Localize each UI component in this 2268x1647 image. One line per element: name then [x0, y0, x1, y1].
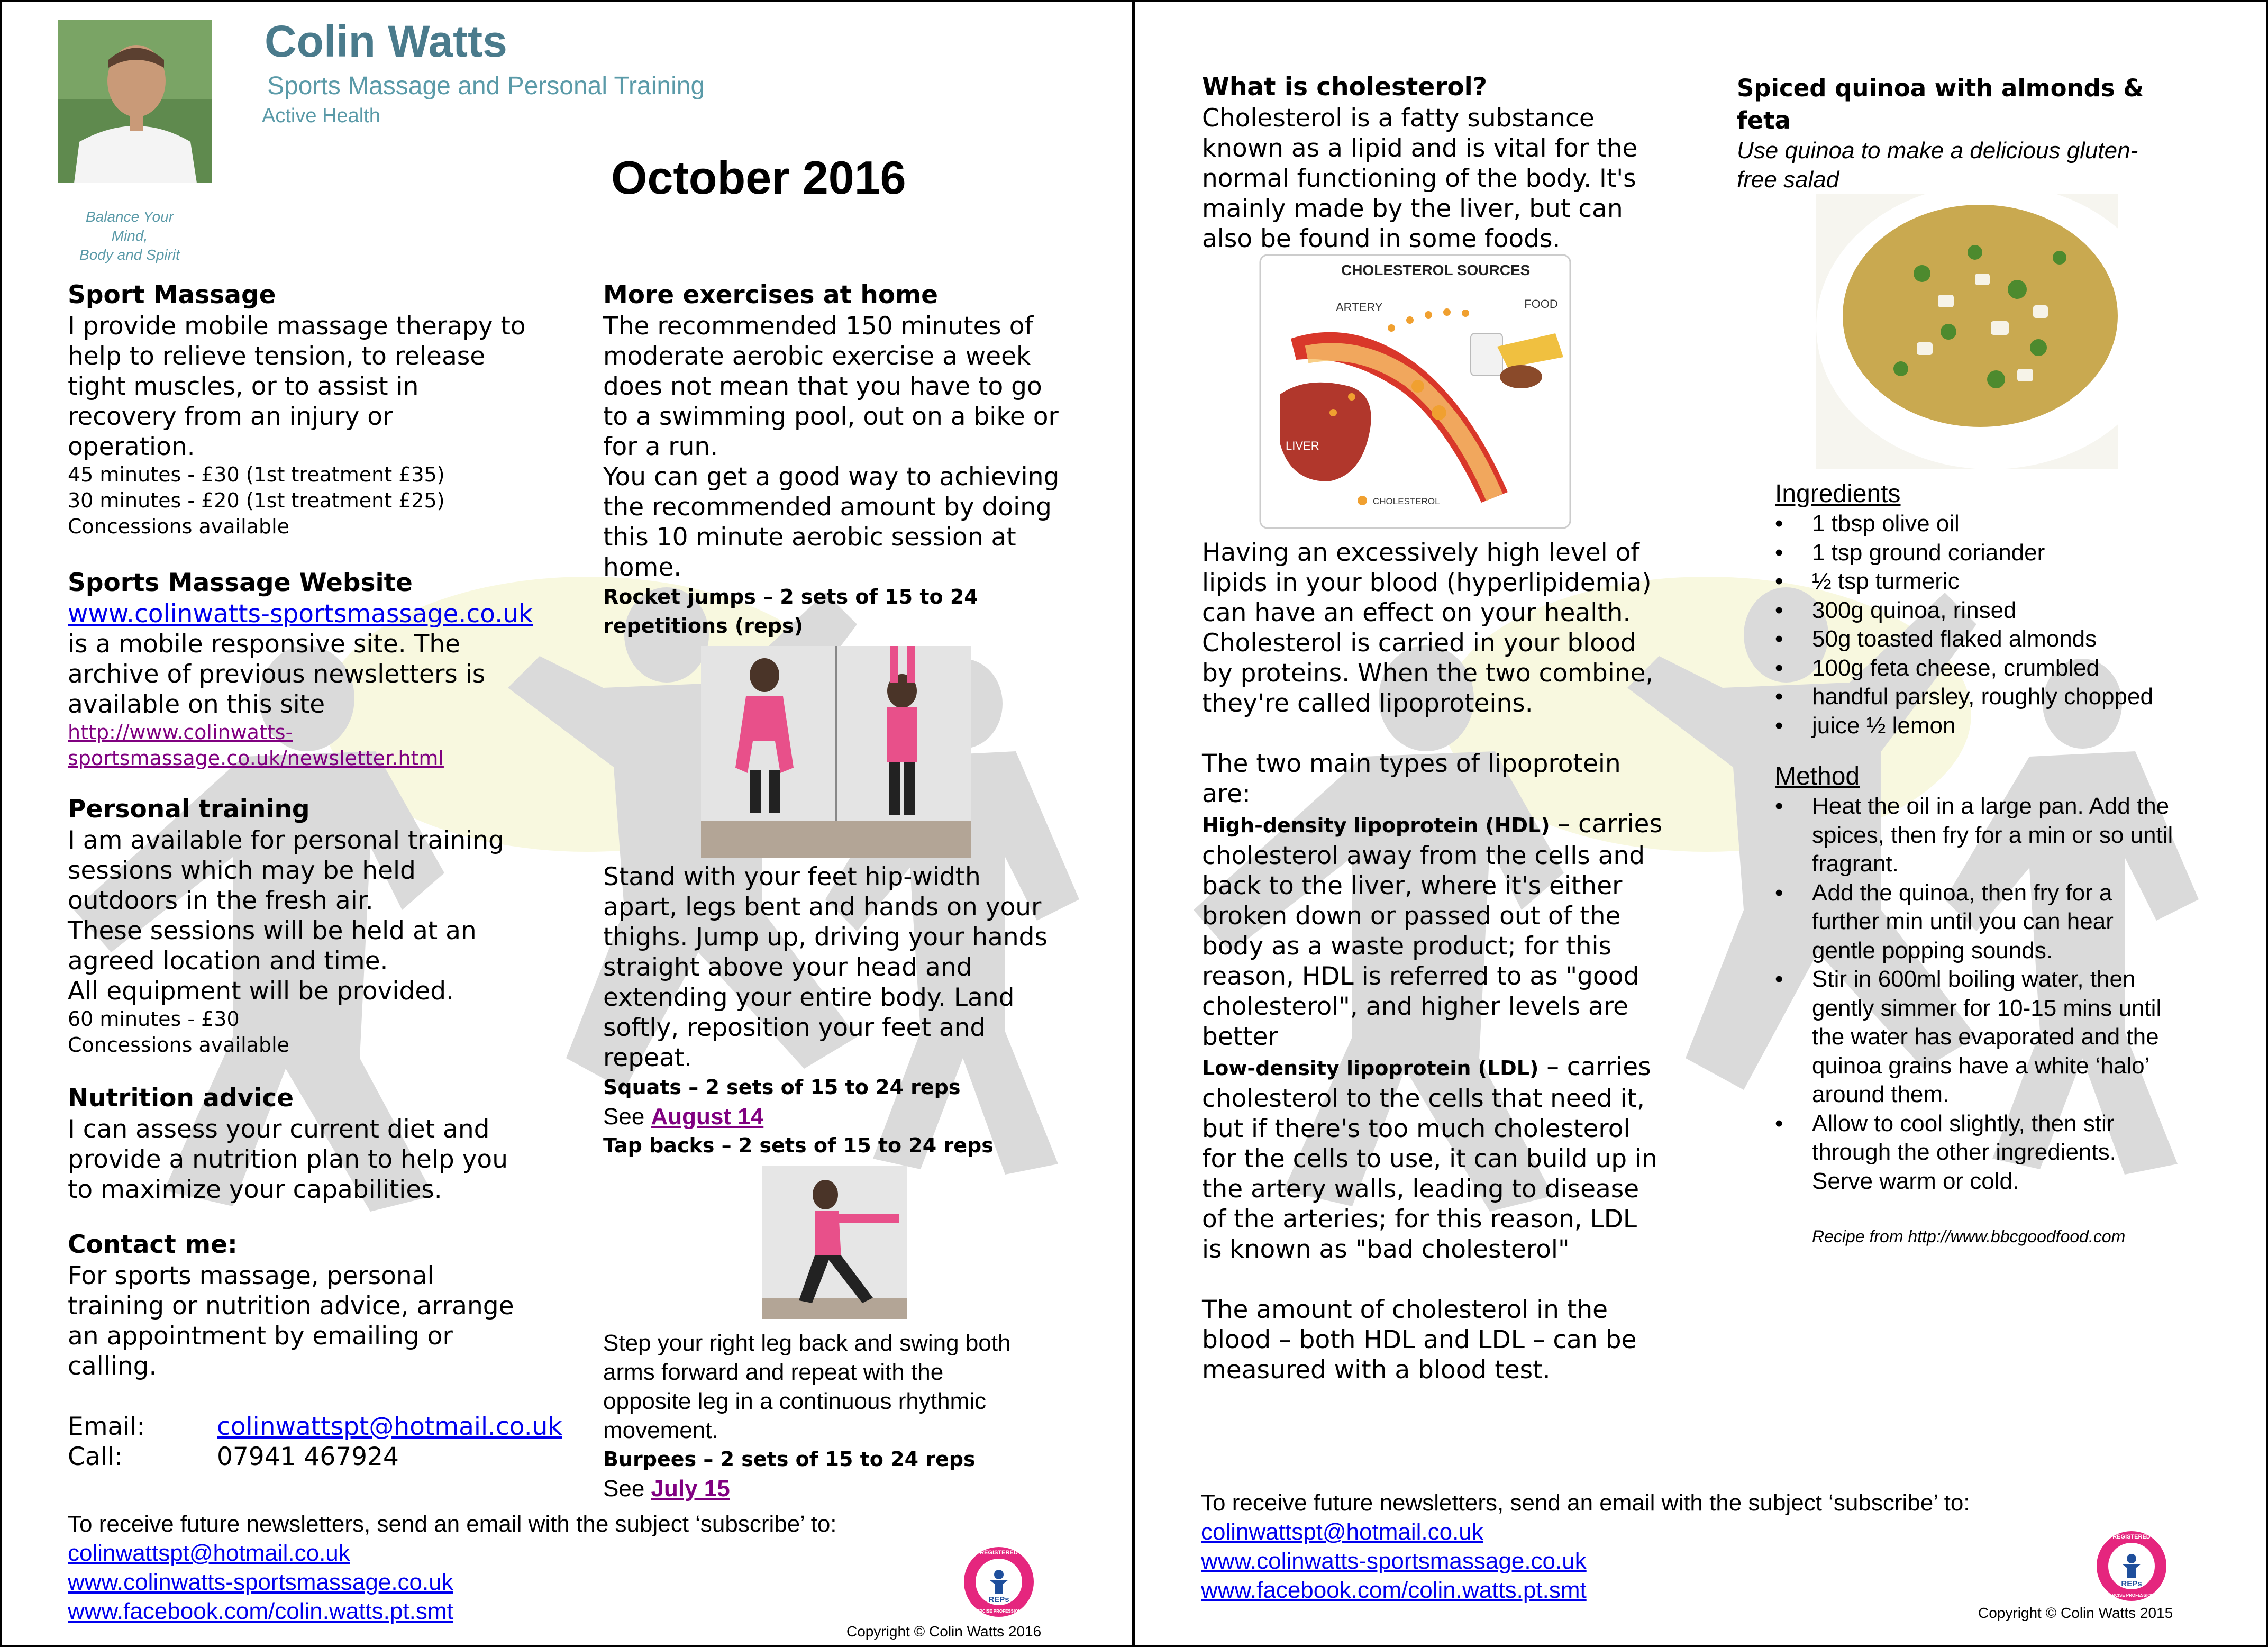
personal-training-heading: Personal training — [68, 795, 310, 824]
sport-massage-line: operation. — [68, 432, 195, 461]
rocket-jumps-photo — [701, 646, 971, 858]
website-line: archive of previous newsletters is — [68, 660, 486, 689]
website-line: available on this site — [68, 690, 325, 719]
diagram-title: CHOLESTEROL SOURCES — [1341, 262, 1531, 278]
badge-mid-text: REPs — [988, 1595, 1009, 1604]
website-line: is a mobile responsive site. The — [68, 630, 461, 659]
website-link[interactable]: www.colinwatts-sportsmassage.co.uk — [68, 599, 533, 629]
nutrition-heading: Nutrition advice — [68, 1084, 294, 1113]
ldl-line: the artery walls, leading to disease — [1202, 1175, 1639, 1204]
exercises-intro-line: moderate aerobic exercise a week — [603, 342, 1031, 371]
recipe-body — [1775, 479, 2251, 1251]
cholesterol-para-line: lipids in your blood (hyperlipidemia) — [1202, 568, 1652, 597]
cholesterol-para-line: The two main types of lipoprotein — [1202, 749, 1621, 778]
subscribe-footer — [1201, 1488, 1970, 1605]
price-60-minutes: 60 minutes - £30 — [68, 1007, 240, 1031]
footer-website-link[interactable]: www.colinwatts-sportsmassage.co.uk — [1201, 1548, 1587, 1574]
recipe-title-line-1: Spiced quinoa with almonds & — [1737, 74, 2144, 102]
badge-bottom-text: EXERCISE PROFESSIONAL — [2103, 1593, 2160, 1598]
hdl-first: – carries — [1550, 809, 1662, 839]
cholesterol-intro-line: normal functioning of the body. It's — [1202, 164, 1636, 193]
tagline — [69, 207, 190, 265]
cholesterol-test-line: blood – both HDL and LDL – can be — [1202, 1325, 1637, 1354]
concessions-note: Concessions available — [68, 515, 290, 538]
see-label: See — [603, 1104, 645, 1130]
rocket-desc-line: repeat. — [603, 1043, 693, 1072]
website-heading: Sports Massage Website — [68, 568, 413, 597]
ldl-line: cholesterol to the cells that need it, — [1202, 1084, 1645, 1113]
phone-number: 07941 467924 — [217, 1442, 399, 1471]
hdl-line: back to the liver, where it's either — [1202, 871, 1623, 900]
cholesterol-intro-line: mainly made by the liver, but can — [1202, 194, 1623, 223]
hdl-line: cholesterol", and higher levels are — [1202, 992, 1628, 1021]
exercises-intro-line: to a swimming pool, out on a bike or — [603, 402, 1059, 431]
diagram-artery-label: ARTERY — [1336, 301, 1383, 314]
company-name: Active Health — [262, 105, 380, 127]
rocket-desc-line: softly, reposition your feet and — [603, 1013, 986, 1042]
cholesterol-intro-line: Cholesterol is a fatty substance — [1202, 104, 1595, 133]
badge-bottom-text: EXERCISE PROFESSIONAL — [971, 1609, 1027, 1614]
method-step-line: • Add the quinoa, then fry for a — [1812, 879, 2112, 906]
ingredient-item: • 1 tbsp olive oil — [1775, 509, 2251, 539]
cholesterol-para-line: by proteins. When the two combine, — [1202, 659, 1654, 688]
ldl-line: is known as "bad cholesterol" — [1202, 1235, 1570, 1264]
cholesterol-para-line: Having an excessively high level of — [1202, 538, 1639, 567]
email-row — [68, 1412, 560, 1442]
exercises-intro-line: The recommended 150 minutes of — [603, 312, 1034, 341]
cholesterol-para-line: Cholesterol is carried in your blood — [1202, 629, 1636, 658]
reps-badge-icon — [962, 1545, 1036, 1619]
left-column-2 — [603, 279, 1122, 1503]
contact-line: training or nutrition advice, arrange — [68, 1291, 514, 1321]
subscribe-footer — [68, 1509, 837, 1626]
newsletter-page-left — [0, 0, 1132, 1647]
method-list — [1775, 792, 2251, 1196]
see-label: See — [603, 1476, 645, 1502]
diagram-food-label: FOOD — [1524, 297, 1558, 311]
tap-backs-desc-line: Step your right leg back and swing both — [603, 1330, 1011, 1356]
profile-photo — [58, 20, 212, 183]
footer-facebook-link[interactable]: www.facebook.com/colin.watts.pt.smt — [68, 1598, 453, 1624]
personal-training-line: outdoors in the fresh air. — [68, 886, 374, 915]
contact-line: an appointment by emailing or — [68, 1322, 453, 1351]
footer-facebook-link[interactable]: www.facebook.com/colin.watts.pt.smt — [1201, 1577, 1587, 1603]
subscribe-text: To receive future newsletters, send an email with the subject ‘subscribe’ to: — [68, 1511, 837, 1537]
personal-training-line: I am available for personal training — [68, 826, 504, 855]
method-step — [1775, 965, 2251, 1109]
ldl-line: of the arteries; for this reason, LDL — [1202, 1205, 1637, 1234]
burpees-heading: Burpees – 2 sets of 15 to 24 reps — [603, 1448, 976, 1471]
contact-line: calling. — [68, 1352, 157, 1381]
tap-backs-heading: Tap backs – 2 sets of 15 to 24 reps — [603, 1134, 994, 1157]
method-step-line: • Allow to cool slightly, then stir — [1812, 1110, 2115, 1136]
newsletter-page-right — [1135, 0, 2268, 1647]
tap-backs-photo — [762, 1166, 907, 1319]
personal-training-line: All equipment will be provided. — [68, 977, 454, 1006]
concessions-note: Concessions available — [68, 1033, 290, 1057]
august-14-link[interactable]: August 14 — [651, 1104, 764, 1130]
method-step-line: the water has evaporated and the — [1812, 1024, 2159, 1050]
tagline-line-1: Balance Your Mind, — [85, 208, 174, 244]
price-30-minutes: 30 minutes - £20 (1st treatment £25) — [68, 489, 445, 512]
method-step-line: spices, then fry for a min or so until — [1812, 822, 2173, 848]
footer-email-link[interactable]: colinwattspt@hotmail.co.uk — [68, 1540, 350, 1566]
exercises-intro-line: home. — [603, 553, 682, 582]
ldl-line: but if there's too much cholesterol — [1202, 1114, 1631, 1143]
method-step-line: quinoa grains have a white ‘halo’ — [1812, 1052, 2150, 1079]
cholesterol-intro-line: also be found in some foods. — [1202, 224, 1561, 253]
exercises-intro-line: this 10 minute aerobic session at — [603, 523, 1016, 552]
cholesterol-test-line: The amount of cholesterol in the — [1202, 1295, 1608, 1324]
squats-heading: Squats – 2 sets of 15 to 24 reps — [603, 1076, 961, 1099]
copyright: Copyright © Colin Watts 2015 — [1978, 1605, 2173, 1621]
ingredient-item: • 300g quinoa, rinsed — [1775, 596, 2251, 625]
method-step — [1775, 792, 2251, 879]
recipe-subtitle-line-2: free salad — [1737, 167, 1839, 193]
ldl-first: – carries — [1538, 1052, 1651, 1081]
method-step-line: • Stir in 600ml boiling water, then — [1812, 966, 2136, 992]
recipe-subtitle-line-1: Use quinoa to make a delicious gluten- — [1737, 138, 2138, 163]
phone-label: Call: — [68, 1442, 123, 1471]
personal-training-line: agreed location and time. — [68, 947, 388, 976]
badge-top-text: REGISTERED — [2112, 1534, 2151, 1540]
issue-date: October 2016 — [611, 151, 906, 204]
rocket-desc-line: straight above your head and — [603, 953, 972, 982]
tap-backs-desc-line: opposite leg in a continuous rhythmic — [603, 1388, 986, 1414]
ingredient-item: • 100g feta cheese, crumbled — [1775, 654, 2251, 683]
newsletter-archive-link-1[interactable]: http://www.colinwatts- — [68, 721, 293, 744]
nutrition-line: provide a nutrition plan to help you — [68, 1145, 508, 1174]
badge-mid-text: REPs — [2121, 1579, 2142, 1588]
cholesterol-para-line: can have an effect on your health. — [1202, 598, 1631, 627]
ingredients-heading: Ingredients — [1775, 480, 1901, 508]
contact-line: For sports massage, personal — [68, 1261, 434, 1290]
rocket-desc-line: Stand with your feet hip-width — [603, 862, 981, 891]
cholesterol-para-line: they're called lipoproteins. — [1202, 689, 1533, 718]
method-step — [1775, 1109, 2251, 1196]
sport-massage-line: help to relieve tension, to release — [68, 342, 486, 371]
recipe-source: Recipe from http://www.bbcgoodfood.com — [1812, 1227, 2126, 1246]
rocket-desc-line: extending your entire body. Land — [603, 983, 1015, 1012]
contact-heading: Contact me: — [68, 1230, 238, 1259]
hdl-line: reason, HDL is referred to as "good — [1202, 962, 1639, 991]
ingredient-item: • 50g toasted flaked almonds — [1775, 625, 2251, 654]
reps-badge-icon — [2094, 1529, 2169, 1603]
method-step-line: gently simmer for 10-15 mins until — [1812, 995, 2162, 1021]
method-step — [1775, 879, 2251, 966]
newsletter-archive-link-2[interactable]: sportsmassage.co.uk/newsletter.html — [68, 747, 444, 770]
method-step-line: through the other ingredients. — [1812, 1139, 2116, 1165]
rocket-desc-line: thighs. Jump up, driving your hands — [603, 923, 1048, 952]
tap-backs-desc-line: movement. — [603, 1417, 718, 1443]
copyright: Copyright © Colin Watts 2016 — [846, 1623, 1042, 1640]
hdl-line: cholesterol away from the cells and — [1202, 841, 1645, 870]
phone-row — [68, 1442, 560, 1472]
quinoa-salad-photo — [1816, 194, 2118, 469]
subscribe-text: To receive future newsletters, send an email with the subject ‘subscribe’ to: — [1201, 1490, 1970, 1516]
nutrition-line: I can assess your current diet and — [68, 1115, 490, 1144]
tap-backs-desc-line: arms forward and repeat with the — [603, 1359, 944, 1385]
sport-massage-line: I provide mobile massage therapy to — [68, 312, 526, 341]
hdl-label: High-density lipoprotein (HDL) — [1202, 814, 1550, 837]
sport-massage-line: recovery from an injury or — [68, 402, 393, 431]
exercises-intro-line: You can get a good way to achieving — [603, 462, 1060, 492]
email-label: Email: — [68, 1412, 145, 1441]
footer-website-link[interactable]: www.colinwatts-sportsmassage.co.uk — [68, 1569, 453, 1595]
recipe-title-line-2: feta — [1737, 106, 1791, 134]
method-step-line: fragrant. — [1812, 851, 1899, 877]
tagline-line-2: Body and Spirit — [79, 247, 180, 263]
personal-training-line: sessions which may be held — [68, 856, 416, 885]
method-step-line: further min until you can hear — [1812, 908, 2114, 934]
hdl-line: broken down or passed out of the — [1202, 902, 1621, 931]
email-link[interactable]: colinwattspt@hotmail.co.uk — [217, 1412, 562, 1441]
sport-massage-heading: Sport Massage — [68, 280, 276, 310]
hdl-line: better — [1202, 1022, 1278, 1051]
method-step-line: gentle popping sounds. — [1812, 937, 2053, 963]
diagram-liver-label: LIVER — [1286, 439, 1319, 452]
right-column-1 — [1202, 71, 1720, 1385]
method-step-line: Serve warm or cold. — [1812, 1168, 2019, 1194]
ingredient-item: • ½ tsp turmeric — [1775, 567, 2251, 596]
cholesterol-para-line: are: — [1202, 779, 1251, 808]
cholesterol-test-line: measured with a blood test. — [1202, 1355, 1551, 1385]
footer-email-link[interactable]: colinwattspt@hotmail.co.uk — [1201, 1519, 1483, 1545]
method-heading: Method — [1775, 762, 1860, 790]
ingredient-item: • handful parsley, roughly chopped — [1775, 683, 2251, 712]
ingredient-item: • 1 tsp ground coriander — [1775, 539, 2251, 568]
exercises-intro-line: for a run. — [603, 432, 718, 461]
method-step-line: • Heat the oil in a large pan. Add the — [1812, 793, 2170, 819]
method-step-line: around them. — [1812, 1081, 1950, 1107]
nutrition-line: to maximize your capabilities. — [68, 1175, 442, 1204]
price-45-minutes: 45 minutes - £30 (1st treatment £35) — [68, 463, 445, 486]
ingredients-list — [1775, 509, 2251, 740]
ldl-line: for the cells to use, it can build up in — [1202, 1144, 1657, 1173]
cholesterol-sources-diagram — [1259, 254, 1571, 529]
personal-training-line: These sessions will be held at an — [68, 916, 477, 945]
july-15-link[interactable]: July 15 — [651, 1476, 730, 1502]
exercises-intro-line: the recommended amount by doing — [603, 493, 1052, 522]
rocket-jumps-heading: Rocket jumps – 2 sets of 15 to 24 — [603, 585, 978, 608]
ingredient-item: • juice ½ lemon — [1775, 712, 2251, 741]
rocket-desc-line: apart, legs bent and hands on your — [603, 893, 1042, 922]
ldl-label: Low-density lipoprotein (LDL) — [1202, 1057, 1539, 1080]
badge-top-text: REGISTERED — [980, 1550, 1018, 1556]
business-subtitle: Sports Massage and Personal Training — [267, 72, 705, 100]
left-column-1 — [68, 279, 560, 1472]
cholesterol-intro-line: known as a lipid and is vital for the — [1202, 134, 1638, 163]
author-name: Colin Watts — [265, 16, 507, 66]
rocket-jumps-heading-2: repetitions (reps) — [603, 614, 803, 638]
right-column-2 — [1737, 71, 2255, 1251]
cholesterol-heading: What is cholesterol? — [1202, 72, 1488, 102]
sport-massage-line: tight muscles, or to assist in — [68, 372, 419, 401]
exercises-heading: More exercises at home — [603, 280, 939, 310]
diagram-legend-label: CHOLESTEROL — [1373, 496, 1440, 506]
hdl-line: body as a waste product; for this — [1202, 932, 1612, 961]
exercises-intro-line: does not mean that you have to go — [603, 372, 1042, 401]
